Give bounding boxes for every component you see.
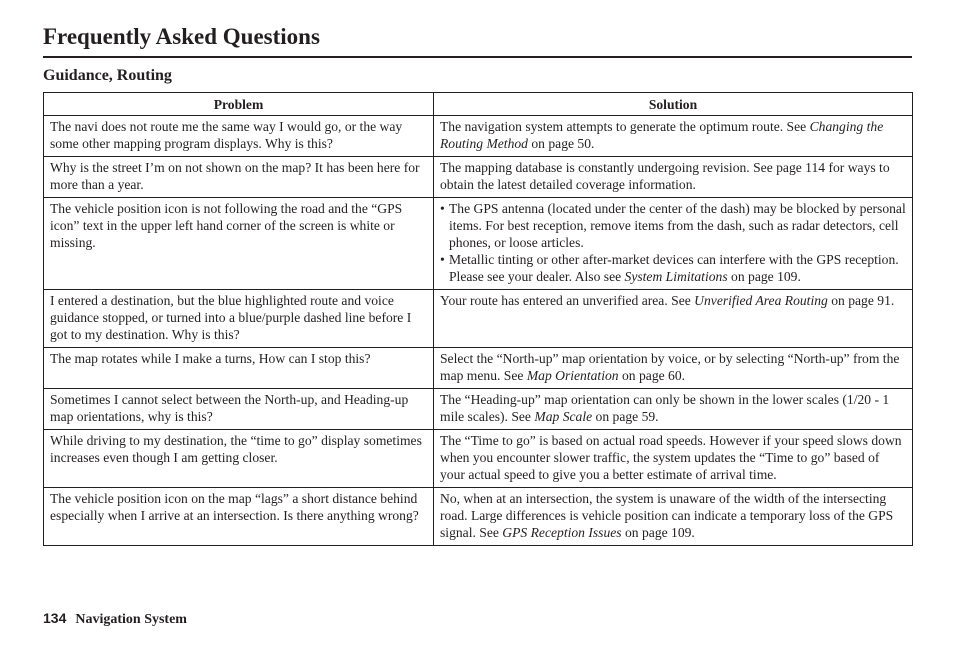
table-row [44, 348, 913, 389]
footer-label: Navigation System [75, 612, 187, 627]
page-footer [43, 610, 187, 628]
problem-cell: I entered a destination, but the blue highlighted route and voice guidance stopped, or turned into a blue/purple dashed line before I got to my destination. Why is this? [44, 290, 434, 348]
table-row [44, 488, 913, 546]
solution-text: Select the “North-up” map orientation by voice, or by selecting “North-up” from the map menu. See [440, 351, 900, 383]
solution-cell [434, 290, 913, 348]
solution-text: Your route has entered an unverified area. See [440, 293, 695, 308]
solution-text: on page 59. [592, 409, 659, 424]
solution-text: on page 60. [618, 368, 686, 383]
page-reference: Map Scale [534, 409, 593, 424]
problem-cell: Sometimes I cannot select between the North-up, and Heading-up map orientations, why is this? [44, 389, 434, 430]
table-row [44, 389, 913, 430]
solution-column-header: Solution [434, 93, 913, 116]
solution-text: The navigation system attempts to generate the optimum route. See [440, 119, 810, 134]
solution-text: on page 109. [727, 269, 801, 284]
solution-bullet-list [440, 200, 906, 285]
page-reference: GPS Reception Issues [502, 525, 622, 540]
solution-text: The “Heading-up” map orientation can only be shown in the lower scales (1/20 - 1 mile scales). See [440, 392, 890, 424]
table-row [44, 116, 913, 157]
table-header-row [44, 93, 913, 116]
solution-cell [434, 198, 913, 290]
problem-cell: While driving to my destination, the “time to go” display sometimes increases even though I am getting closer. [44, 430, 434, 488]
section-title: Guidance, Routing [43, 67, 172, 84]
page-reference: System Limitations [624, 269, 728, 284]
solution-cell [434, 488, 913, 546]
solution-cell [434, 389, 913, 430]
solution-bullet [440, 251, 906, 285]
solution-bullet [440, 200, 906, 251]
problem-cell: The navi does not route me the same way I would go, or the way some other mapping program displays. Why is this? [44, 116, 434, 157]
page-title: Frequently Asked Questions [43, 24, 320, 49]
page-reference: Changing the Routing Method [440, 119, 884, 151]
problem-cell: Why is the street I’m on not shown on the map? It has been here for more than a year. [44, 157, 434, 198]
table-row [44, 290, 913, 348]
page-reference: Unverified Area Routing [694, 293, 828, 308]
solution-text: on page 109. [621, 525, 695, 540]
solution-text: The GPS antenna (located under the center of the dash) may be blocked by personal items. For best reception, remove items from the dash, such as radar detectors, cell phones, or loose articles. [449, 201, 906, 250]
title-divider [43, 56, 912, 58]
solution-text: The mapping database is constantly undergoing revision. See page 114 for ways to obtain the latest detailed coverage information. [440, 160, 890, 192]
solution-text: No, when at an intersection, the system is unaware of the width of the intersecting road. Large differences is vehicle position can indicate a temporary loss of the GPS signal. See [440, 491, 894, 540]
solution-text: The “Time to go” is based on actual road speeds. However if your speed slows down when you encounter slower traffic, the system updates the “Time to go” based of your actual speed to give you a better estimate of arrival time. [440, 433, 902, 482]
bullet-icon: • [440, 252, 445, 267]
table-row [44, 157, 913, 198]
solution-cell [434, 157, 913, 198]
solution-cell [434, 116, 913, 157]
faq-table [43, 92, 913, 546]
solution-text: on page 91. [827, 293, 895, 308]
table-row [44, 198, 913, 290]
problem-cell: The map rotates while I make a turns, How can I stop this? [44, 348, 434, 389]
problem-column-header: Problem [44, 93, 434, 116]
solution-text: on page 50. [527, 136, 595, 151]
problem-cell: The vehicle position icon on the map “lags” a short distance behind especially when I arrive at an intersection. Is there anything wrong? [44, 488, 434, 546]
page-number: 134 [43, 610, 67, 626]
bullet-icon: • [440, 201, 445, 216]
solution-text: Metallic tinting or other after-market devices can interfere with the GPS reception. Please see your dealer. Also see [449, 252, 899, 284]
table-row [44, 430, 913, 488]
solution-cell [434, 348, 913, 389]
problem-cell: The vehicle position icon is not following the road and the “GPS icon” text in the upper left hand corner of the screen is white or missing. [44, 198, 434, 290]
solution-cell [434, 430, 913, 488]
page-reference: Map Orientation [526, 368, 619, 383]
